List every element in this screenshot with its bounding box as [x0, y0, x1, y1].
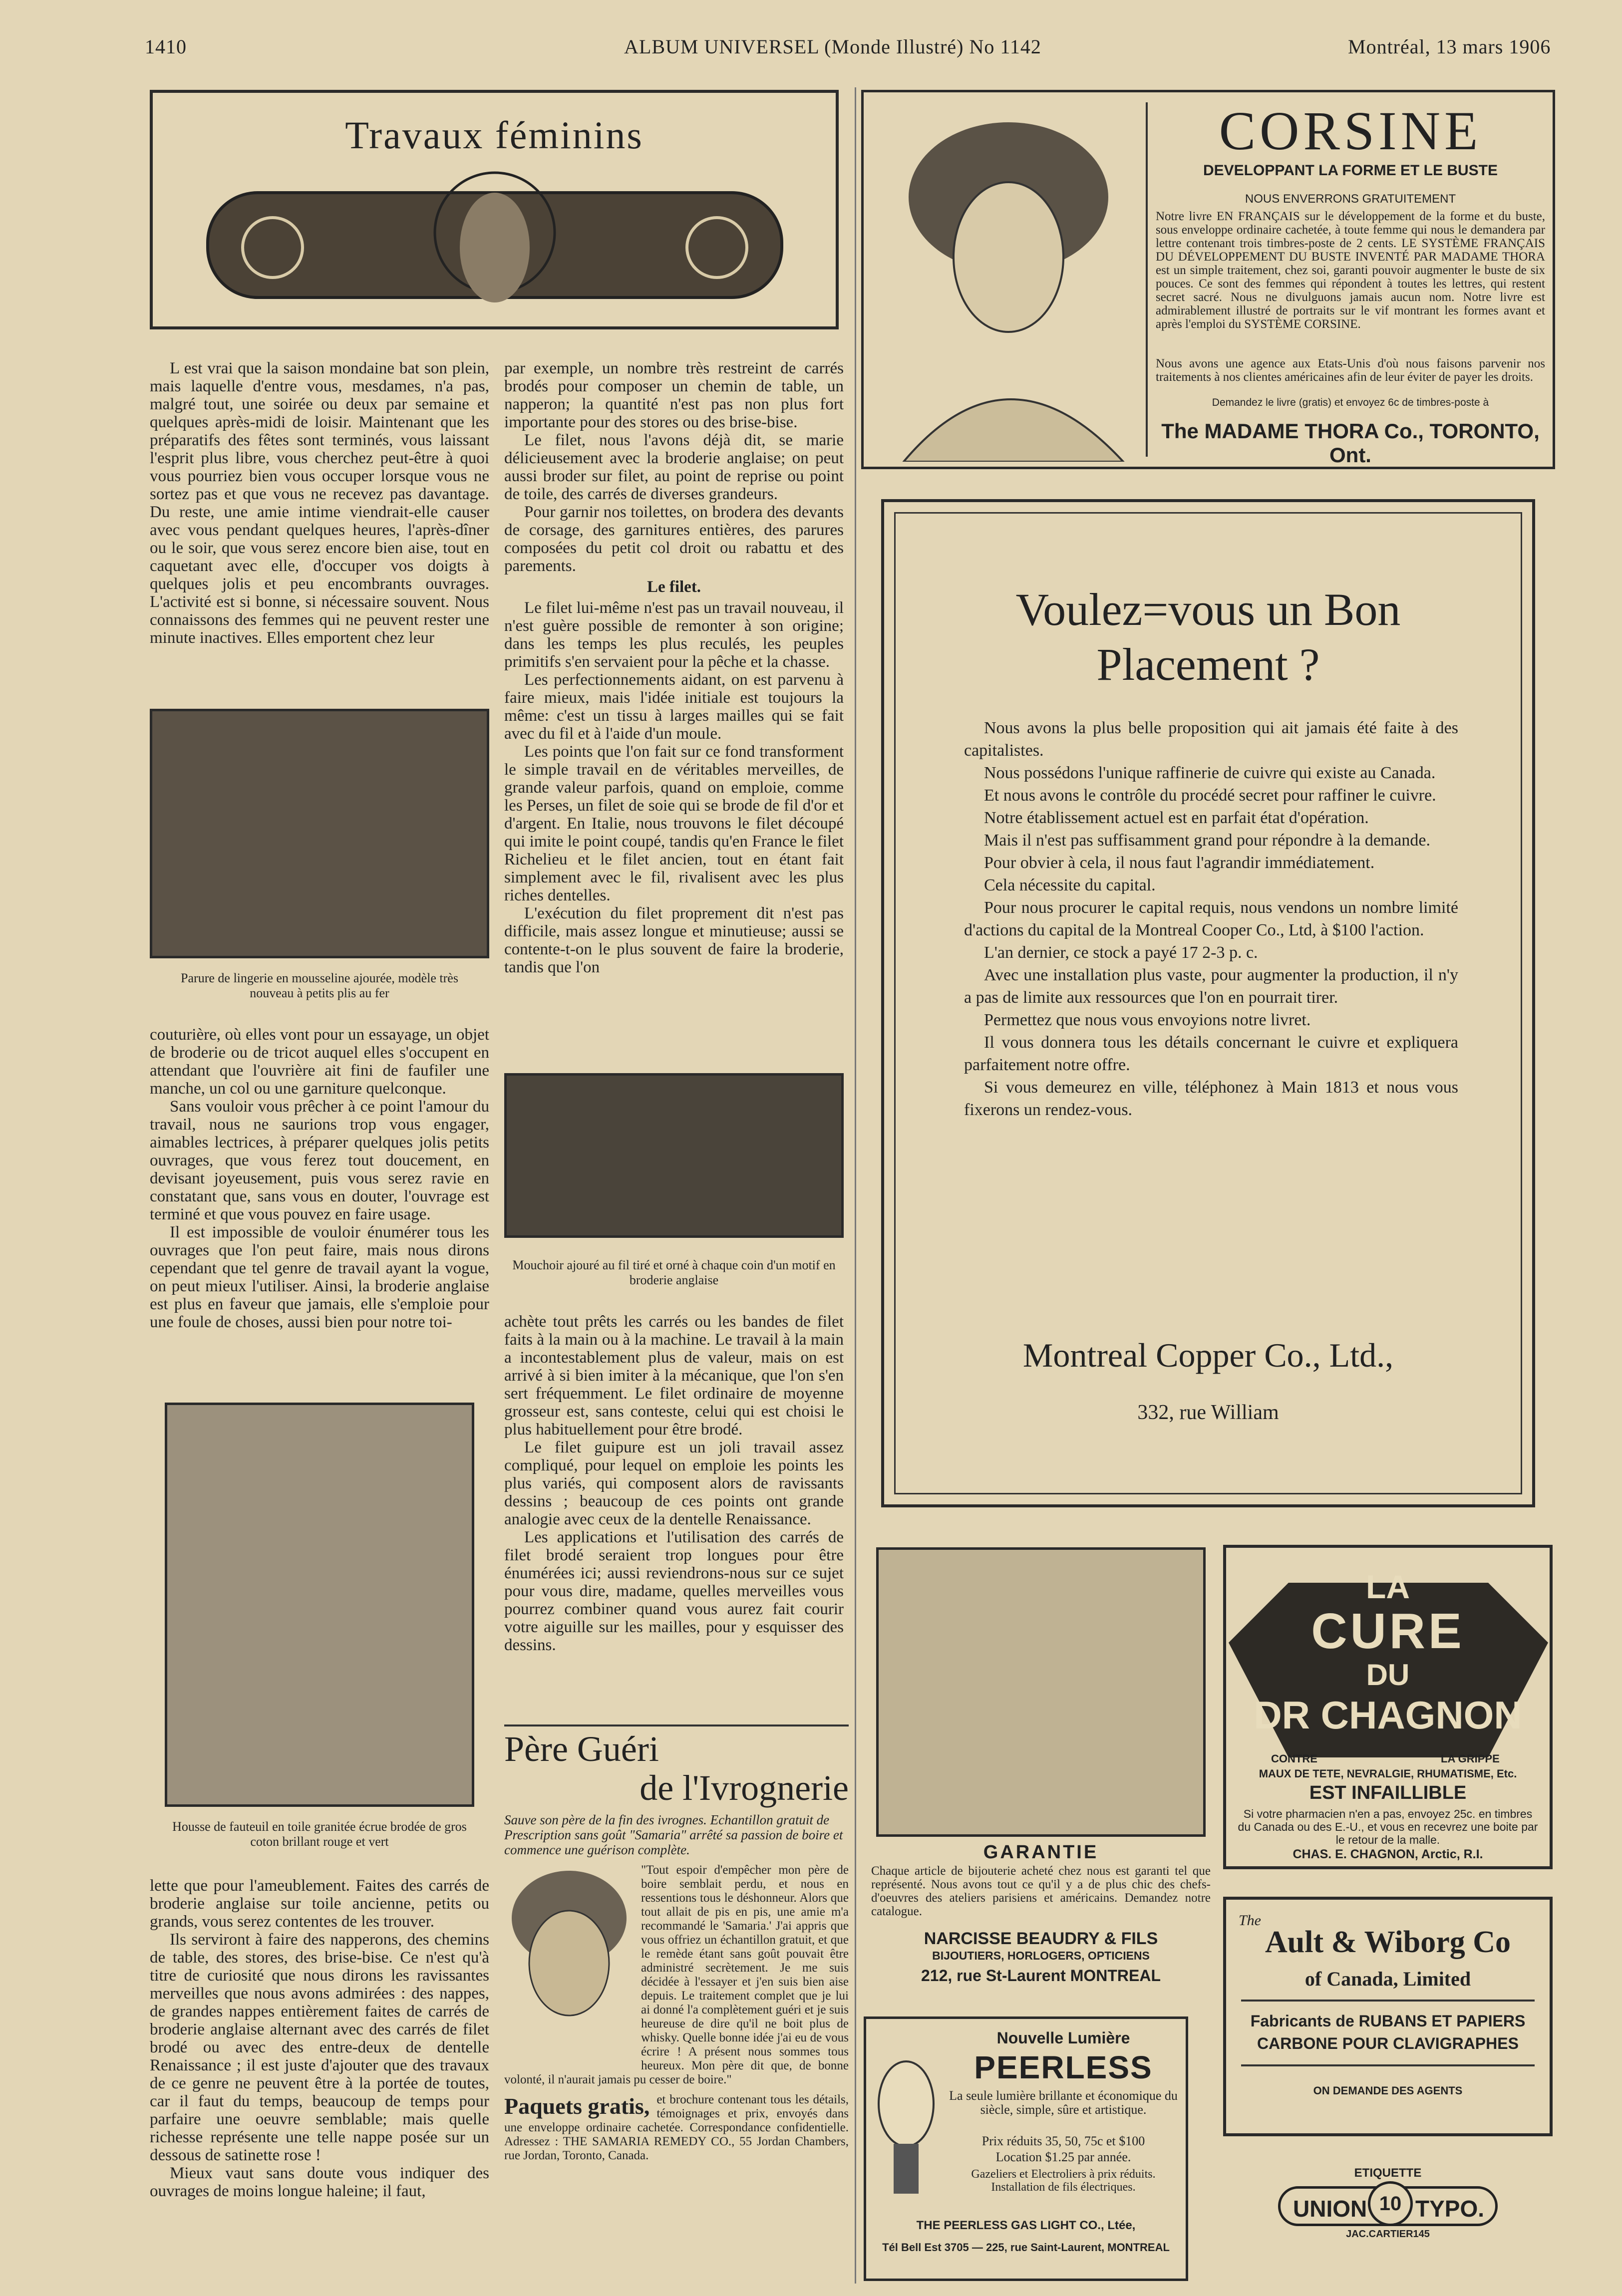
- divider: [504, 1724, 849, 1726]
- placement-company: Montreal Copper Co., Ltd.,: [1022, 1336, 1394, 1374]
- woman-jewelry-illustration: [876, 1547, 1206, 1837]
- corsine-title: CORSINE: [1219, 100, 1482, 161]
- divider: [1146, 102, 1148, 457]
- ault-name: Ault & Wiborg Co: [1265, 1925, 1511, 1959]
- article-paragraph: Le filet lui-même n'est pas un travail nouveau, il n'est guère possible de remonter à son origine; dans les temps les plus reculés, les peuples primitifs s'en servaient pour la pêche et la chasse.: [504, 599, 844, 671]
- issue-date: Montréal, 13 mars 1906: [1348, 35, 1551, 58]
- placement-paragraph: Si vous demeurez en ville, téléphonez à Main 1813 et nous vous fixerons un rendez-vous.: [964, 1078, 1458, 1119]
- peerless-title-2: PEERLESS: [974, 2049, 1153, 2085]
- peerless-company: THE PEERLESS GAS LIGHT CO., Ltée,: [916, 2219, 1136, 2232]
- woman-portrait-illustration: [874, 102, 1143, 462]
- article-paragraph: Mieux vaut sans doute vous indiquer des ouvrages de moins longue haleine; il faut,: [150, 2164, 489, 2200]
- divider: [1241, 2000, 1535, 2002]
- placement-address: 332, rue William: [1137, 1401, 1279, 1424]
- portrait-illustration: [504, 1863, 634, 2073]
- garantie-title: GARANTIE: [983, 1842, 1099, 1863]
- pere-gueri-ad: [504, 1729, 849, 2284]
- chagnon-ad: [1223, 1545, 1553, 1869]
- caption-handkerchief: Mouchoir ajouré au fil tiré et orné à chaque coin d'un motif en broderie anglaise: [512, 1258, 836, 1287]
- peerless-location: Location $1.25 par année.: [995, 2150, 1131, 2164]
- garantie-body: Chaque article de bijouterie acheté chez nous est garanti tel que représenté. Nous avons tout ce qu'il y a de plus chic des chefs-d'oeuvres des ateliers parisiens et américains. Demandez notre catalogue.: [871, 1864, 1211, 1918]
- lamp-icon: [871, 2029, 941, 2209]
- corsine-body-2: Nous avons une agence aux Etats-Unis d'où nous faisons parvenir nos traitements à nos clientes américaines afin de leur éviter de payer les droits.: [1156, 357, 1545, 384]
- garantie-trades: BIJOUTIERS, HORLOGERS, OPTICIENS: [932, 1949, 1150, 1962]
- caption-armchair-cover: Housse de fauteuil en toile granitée écrue brodée de gros coton brillant rouge et vert: [172, 1819, 467, 1849]
- article-paragraph: Ils serviront à faire des napperons, des chemins de table, des stores, des brise-bise. Ce n'est qu'à titre de curiosité que nous dirons les ravissantes merveilles que nous avons admirées : des nappes, de grandes nappes entièrement faites de carrés de broderie anglaise alternant avec des carrés de filet brodé ou avec des entre-deux de dentelle Renaissance ; il est juste d'ajouter que des travaux de ce genre ne peuvent être à la portée de toutes, car il faut du temps, beaucoup de temps pour parfaire une oeuvre semblable; mais quelle richesse représente une telle nappe posée sur un dessous de satinette rose !: [150, 1931, 489, 2164]
- placement-title-2: Placement ?: [1096, 639, 1320, 690]
- union-number: 10: [1368, 2181, 1413, 2226]
- peerless-prices: Prix réduits 35, 50, 75c et $100: [981, 2134, 1145, 2148]
- article-paragraph: lette que pour l'ameublement. Faites des carrés de broderie anglaise sur toile ancienne, petits ou grands, vous serez contentes de les trouver.: [150, 1877, 489, 1931]
- peerless-address: Tél Bell Est 3705 — 225, rue Saint-Laurent, MONTREAL: [882, 2241, 1170, 2254]
- placement-paragraph: Nous possédons l'unique raffinerie de cuivre qui existe au Canada.: [984, 764, 1436, 782]
- peerless-gaz: Gazeliers et Electroliers à prix réduits. Installation de fils électriques.: [971, 2168, 1156, 2194]
- column-1-middle: [150, 1026, 489, 1331]
- pere-gueri-title: Père Guéri: [504, 1729, 659, 1769]
- ault-fab-1: Fabricants de RUBANS ET PAPIERS: [1250, 2012, 1526, 2030]
- peerless-ad: [864, 2016, 1188, 2281]
- subheading-filet: Le filet.: [647, 578, 701, 596]
- ault-agents: ON DEMANDE DES AGENTS: [1313, 2084, 1463, 2097]
- peerless-body: La seule lumière brillante et économique du siècle, simple, sûre et artistique.: [949, 2088, 1178, 2117]
- placement-paragraph: Il vous donnera tous les détails concernant le cuivre et expliquera parfaitement notre offre.: [964, 1033, 1458, 1074]
- article-paragraph: achète tout prêts les carrés ou les bandes de filet faits à la main ou à la machine. Le travail à la main a incontestablement plus de valeur, mais on est arrivé à si bien imiter à la mécanique, que l'on s'en sert fréquemment. Le filet ordinaire de moyenne grosseur est, sans conteste, celui qui est choisi le plus habituellement pour être brodé.: [504, 1313, 844, 1438]
- divider: [1241, 2064, 1535, 2066]
- column-1-bottom: [150, 1877, 489, 2200]
- garantie-company: NARCISSE BEAUDRY & FILS: [924, 1929, 1158, 1948]
- union-left: UNION: [1293, 2196, 1367, 2222]
- column-2-bottom: [504, 1313, 844, 1654]
- chagnon-body: Si votre pharmacien n'en a pas, envoyez 25c. en timbres du Canada ou des E.-U., et vous en recevrez une boite par le retour de la malle.: [1238, 1807, 1538, 1846]
- article-paragraph: Les points que l'on fait sur ce fond transforment le simple travail en de véritables merveilles, de grande valeur parfois, quand on emploie, comme les Perses, un filet de soie qui se brode de fil d'or et d'argent. En Italie, nous trouvons le filet découpé qui imite le point coupé, tandis qu'en France le filet Richelieu et le filet ancien, tout en étant fait simplement avec le fil, rivalisent avec les plus riches dentelles.: [504, 743, 844, 904]
- column-1-top: [150, 359, 489, 647]
- banner-ornament: [203, 168, 787, 317]
- running-title: ALBUM UNIVERSEL (Monde Illustré) No 1142: [624, 35, 1041, 58]
- union-label: [1278, 2166, 1498, 2266]
- article-heading: Travaux féminins: [345, 113, 644, 157]
- placement-body: [964, 717, 1458, 1121]
- chagnon-name: DR CHAGNON: [1254, 1693, 1522, 1737]
- paquets-gratis: Paquets gratis,: [504, 2093, 650, 2119]
- corsine-subtitle: DEVELOPPANT LA FORME ET LE BUSTE: [1203, 162, 1498, 179]
- union-right: TYPO.: [1415, 2196, 1485, 2222]
- pere-gueri-intro: Sauve son père de la fin des ivrognes. Echantillon gratuit de Prescription sans goût "Samaria" arrêté sa passion de boire et commence une guérison complète.: [504, 1812, 843, 1857]
- chagnon-infaillible: EST INFAILLIBLE: [1309, 1782, 1467, 1803]
- chagnon-maux: MAUX DE TETE, NEVRALGIE, RHUMATISME, Etc.: [1259, 1767, 1517, 1780]
- article-paragraph: Les perfectionnements aidant, on est parvenu à faire mieux, mais l'idée initiale est toujours la même: c'est un tissu à larges mailles qui se fait avec du fil et à l'aide d'un moule.: [504, 671, 844, 743]
- union-bottom: JAC.CARTIER145: [1346, 2229, 1430, 2240]
- ault-the: The: [1239, 1912, 1261, 1929]
- corsine-ad: [861, 90, 1555, 469]
- pere-gueri-subtitle: de l'Ivrognerie: [640, 1768, 849, 1808]
- chagnon-contre: CONTRE: [1271, 1752, 1317, 1765]
- placement-paragraph: Notre établissement actuel est en parfait état d'opération.: [984, 809, 1369, 827]
- peerless-title: Nouvelle Lumière: [996, 2029, 1130, 2047]
- corsine-body: Notre livre EN FRANÇAIS sur le développement de la forme et du buste, sous enveloppe ordinaire cachetée, à toute femme qui nous le demandera par lettre contenant trois timbres-poste de 2 cents. LE SYSTÈME FRANÇAIS DU DÉVELOPPEMENT DU BUSTE INVENTÉ PAR MADAME THORA est un simple traitement, chez soi, garanti pouvoir augmenter le buste de six pouces. Ce sont des femmes qui répondent à toutes les lettres, qui restent secret sacré. Nous ne divulguons jamais aucun nom. Notre livre est admirablement illustré de portraits sur le vif montrant les formes avant et après l'emploi du SYSTÈME CORSINE.: [1156, 210, 1545, 331]
- paquets-text: et brochure contenant tous les détails, témoignages et prix, envoyés dans une enveloppe ordinaire cachetée. Correspondance confidentielle. Adressez : THE SAMARIA REMEDY CO., 55 Jordan Chambers, rue Jordan, Toronto, Canada.: [504, 2093, 849, 2162]
- placement-paragraph: Avec une installation plus vaste, pour augmenter la production, il n'y a pas de limite aux ressources que l'on en pourrait tirer.: [964, 966, 1458, 1007]
- lingerie-illustration: [150, 709, 489, 958]
- corsine-company: The MADAME THORA Co., TORONTO, Ont.: [1161, 419, 1540, 467]
- caption-lingerie: Parure de lingerie en mousseline ajourée, modèle très nouveau à petits plis au fer: [181, 971, 458, 1000]
- page-number: 1410: [145, 35, 187, 58]
- article-paragraph: Le filet, nous l'avons déjà dit, se marie délicieusement avec la broderie anglaise; on peut aussi broder sur filet, au point de reprise ou point de toile, des carrés de diverses grandeurs.: [504, 431, 844, 503]
- article-paragraph: L est vrai que la saison mondaine bat son plein, mais laquelle d'entre vous, mesdames, n'a pas, malgré tout, une soirée ou deux par semaine et quelques après-midi de loisir. Maintenant que les préparatifs des fêtes sont terminés, vous laissant l'esprit plus libre, vous cherchez peut-être à quoi vous pourriez bien vous occuper lorsque vous ne sortez pas et que vous ne recevez pas davantage. Du reste, une amie intime viendrait-elle causer avec vous pendant quelques heures, l'après-dîner ou le soir, que vous serez encore bien aise, tout en caquetant avec elle, d'occuper vos doigts à quelques jolis et peu encombrants ouvrages. L'activité est si bonne, si nécessaire souvent. Nous connaissons des femmes qui ne peuvent rester une minute inactives. Elles emportent chez leur: [150, 359, 489, 647]
- column-2-top: [504, 359, 844, 976]
- placement-paragraph: Permettez que nous vous envoyions notre livret.: [984, 1011, 1311, 1029]
- placement-paragraph: Mais il n'est pas suffisamment grand pour répondre à la demande.: [984, 831, 1430, 850]
- chagnon-company: CHAS. E. CHAGNON, Arctic, R.I.: [1293, 1847, 1483, 1861]
- chagnon-grippe: LA GRIPPE: [1441, 1752, 1500, 1765]
- placement-paragraph: Pour obvier à cela, il nous faut l'agrandir immédiatement.: [984, 854, 1375, 872]
- union-top: ETIQUETTE: [1354, 2166, 1422, 2180]
- placement-paragraph: Cela nécessite du capital.: [984, 876, 1156, 894]
- garantie-ad: [866, 1547, 1216, 1947]
- placement-paragraph: Et nous avons le contrôle du procédé secret pour raffiner le cuivre.: [984, 786, 1436, 805]
- chagnon-cure: CURE: [1311, 1603, 1465, 1659]
- article-paragraph: couturière, où elles vont pour un essayage, un objet de broderie ou de tricot auquel elles s'occupent en attendant que l'ouvrière ait fini de faufiler une manche, un col ou une garniture quelconque.: [150, 1026, 489, 1098]
- chagnon-du: DU: [1366, 1658, 1410, 1692]
- placement-title: Voulez=vous un Bon: [1015, 584, 1401, 635]
- placement-paragraph: Nous avons la plus belle proposition qui ait jamais été faite à des capitalistes.: [964, 719, 1458, 760]
- pere-gueri-quote: "Tout espoir d'empêcher mon père de boire semblait perdu, et nous en ressentions tous le déshonneur. Alors que tout allait de pis en pis, une amie m'a recommandé le 'Samaria.' J'ai appris que vous offriez un échantillon gratuit, et que le remède étant sans goût pouvait être administré secrètement. Je me suis décidée à l'essayer et j'en suis bien aise depuis. Le traitement complet que je lui ai donné l'a complètement guéri et je suis heureuse de dire qu'il ne boit plus de whisky. Quelle bonne idée j'ai eu de vous écrire ! A présent nous sommes tous heureux. Mon père dit que, de bonne volonté, il n'aurait jamais pu cesser de boire.": [504, 1863, 849, 2086]
- ault-fab-2: CARBONE POUR CLAVIGRAPHES: [1257, 2034, 1519, 2052]
- article-paragraph: par exemple, un nombre très restreint de carrés brodés pour composer un chemin de table, un napperon; la quantité n'est pas non plus fort importante pour des stores ou des brise-bise.: [504, 359, 844, 431]
- article-paragraph: Le filet guipure est un joli travail assez compliqué, pour lequel on emploie les points les plus variés, qui composent alors de ravissants dessins ; beaucoup de ces points ont grande analogie avec ceux de la dentelle Renaissance.: [504, 1438, 844, 1528]
- placement-paragraph: Pour nous procurer le capital requis, nous vendons un nombre limité d'actions du capital de la Montreal Cooper Co., Ltd, à $100 l'action.: [964, 898, 1458, 939]
- article-paragraph: L'exécution du filet proprement dit n'est pas difficile, mais assez longue et minutieuse; aussi se contente-t-on le plus souvent de faire la broderie, tandis que l'on: [504, 904, 844, 976]
- placement-paragraph: L'an dernier, ce stock a payé 17 2-3 p. c.: [984, 943, 1258, 962]
- article-paragraph: Pour garnir nos toilettes, on brodera des devants de corsage, des garnitures entières, des parures composées du petit col droit ou rabattu et des parements.: [504, 503, 844, 575]
- corsine-demand: Demandez le livre (gratis) et envoyez 6c de timbres-poste à: [1212, 397, 1489, 408]
- article-paragraph: Les applications et l'utilisation des carrés de filet brodé seraient trop longues pour être énumérées ici; aussi reviendrons-nous sur ce sujet pour vous dire, madame, quelles merveilles vous pourrez combiner quand vous aurez fait courir votre aiguille sur les mailles, pour y esquisser des dessins.: [504, 1528, 844, 1654]
- article-paragraph: Il est impossible de vouloir énumérer tous les ouvrages que l'on peut faire, mais nous dirons cependant que tel genre de travail ayant la vogue, on peut mieux l'utiliser. Ainsi, la broderie anglaise est plus en faveur que jamais, elle s'emploie pour une foule de choses, aussi bien pour notre toi-: [150, 1223, 489, 1331]
- corsine-lead: NOUS ENVERRONS GRATUITEMENT: [1245, 192, 1456, 206]
- ault-wiborg-ad: [1223, 1897, 1553, 2136]
- armchair-cover-illustration: [165, 1403, 474, 1807]
- article-banner: [150, 90, 839, 329]
- article-paragraph: Sans vouloir vous prêcher à ce point l'amour du travail, nous ne saurions trop vous engager, aimables lectrices, à préparer quelques jolis petits ouvrages, que vous ferez tout doucement, en devisant joyeusement, puis vous serez ravie en constatant que, sans vous en douter, l'ouvrage est terminé et que vous pouvez en faire usage.: [150, 1098, 489, 1223]
- handkerchief-illustration: [504, 1073, 844, 1238]
- chagnon-la: LA: [1366, 1568, 1410, 1605]
- column-separator: [855, 87, 856, 2284]
- ault-sub: of Canada, Limited: [1304, 1968, 1471, 1990]
- garantie-address: 212, rue St-Laurent MONTREAL: [921, 1967, 1161, 1985]
- placement-ad: [881, 499, 1535, 1507]
